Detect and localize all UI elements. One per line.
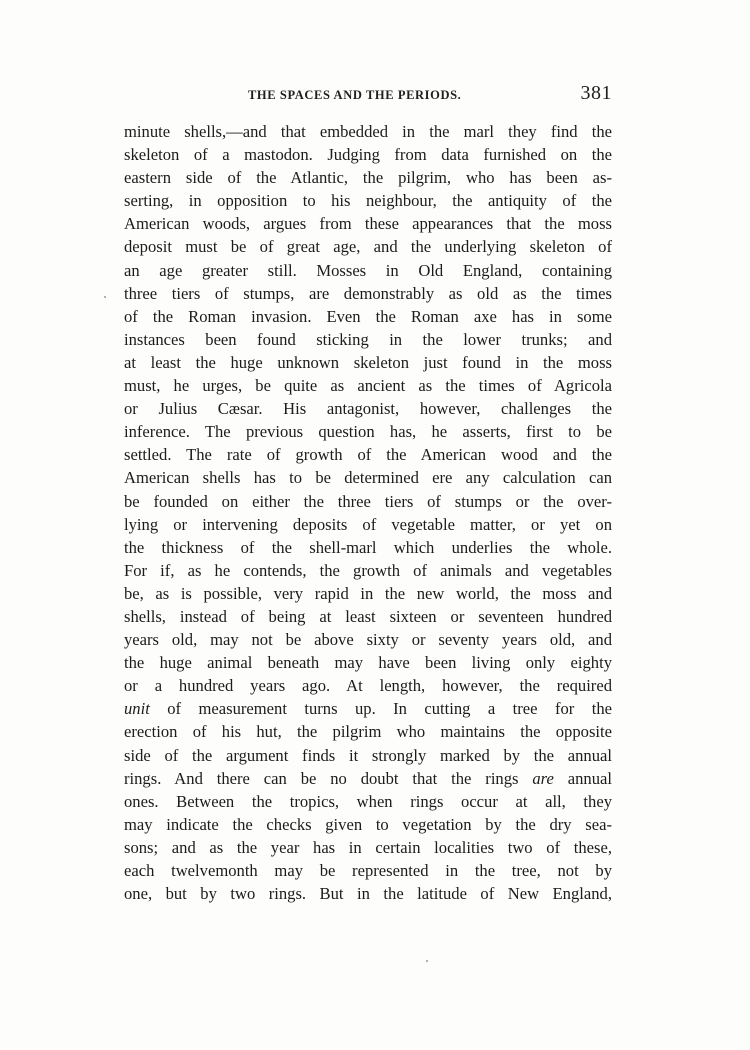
text-line: be founded on either the three tiers of stumps or the over- [124,491,612,511]
ink-speck [426,960,428,962]
text-line: serting, in opposition to his neighbour, the antiquity of the [124,191,612,211]
text-line: lying or intervening deposits of vegetable matter, or yet on [124,514,612,534]
text-line: rings. And there can be no doubt that the rings are annual [124,768,612,788]
running-head [124,82,612,112]
text-line: years old, may not be above sixty or seventy years old, and [124,630,612,650]
text-line: erection of his hut, the pilgrim who maintains the opposite [124,722,612,742]
text-line: or a hundred years ago. At length, however, the required [124,676,612,696]
text-line: each twelvemonth may be represented in the tree, not by [124,861,612,880]
text-line: For if, as he contends, the growth of animals and vegetables [124,560,612,580]
text-line: ones. Between the tropics, when rings occur at all, they [124,791,612,811]
running-title: THE SPACES AND THE PERIODS. [248,88,462,102]
text-line: inference. The previous question has, he asserts, first to be [124,422,612,442]
italic-word: unit [124,699,150,719]
text-line: of the Roman invasion. Even the Roman axe has in some [124,306,612,326]
text-line: or Julius Cæsar. His antagonist, however, challenges the [124,399,612,419]
text-line: shells, instead of being at least sixteen or seventeen hundred [124,606,612,626]
text-line: an age greater still. Mosses in Old England, containing [124,260,612,280]
body-text [124,120,612,905]
text-line: instances been found sticking in the lower trunks; and [124,329,612,349]
text-line: the thickness of the shell-marl which underlies the whole. [124,537,612,557]
text-line: be, as is possible, very rapid in the new world, the moss and [124,583,612,603]
text-line: unit of measurement turns up. In cutting a tree for the [124,699,612,719]
text-line: sons; and as the year has in certain localities two of these, [124,837,612,857]
text-line: settled. The rate of growth of the American wood and the [124,445,612,465]
text-line: minute shells,—and that embedded in the marl they find the [124,122,612,141]
text-line: deposit must be of great age, and the underlying skeleton of [124,237,612,257]
text-line: American woods, argues from these appearances that the moss [124,214,612,234]
page-number: 381 [580,82,612,104]
text-line: may indicate the checks given to vegetation by the dry sea- [124,814,612,834]
italic-word: are [532,768,554,788]
text-line: side of the argument finds it strongly marked by the annual [124,745,612,765]
text-line: skeleton of a mastodon. Judging from data furnished on the [124,145,612,165]
text-line: the huge animal beneath may have been living only eighty [124,653,612,673]
text-line: three tiers of stumps, are demonstrably as old as the times [124,283,612,303]
text-line: must, he urges, be quite as ancient as the times of Agricola [124,376,612,396]
text-line: American shells has to be determined ere any calculation can [124,468,612,488]
text-line: at least the huge unknown skeleton just found in the moss [124,352,612,372]
text-line: eastern side of the Atlantic, the pilgrim, who has been as- [124,168,612,188]
ink-speck [104,296,106,298]
text-line: one, but by two rings. But in the latitude of New England, [124,884,612,904]
